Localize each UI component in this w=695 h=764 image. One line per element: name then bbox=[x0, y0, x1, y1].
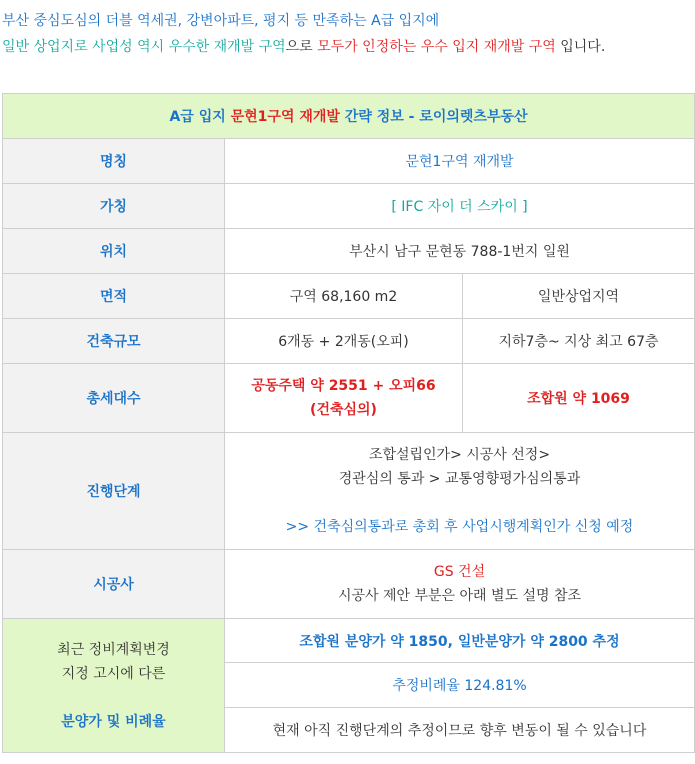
table-row bbox=[3, 550, 695, 619]
info-table bbox=[2, 93, 695, 753]
table-title-b: 문현1구역 재개발 bbox=[230, 109, 340, 125]
progress-line-1: 조합설립인가> 시공사 선정> bbox=[368, 447, 551, 463]
intro-line-2-d: 입니다. bbox=[555, 39, 606, 55]
table-row bbox=[3, 433, 695, 550]
households-value-1: 공동주택 약 2551 + 오피66 bbox=[251, 378, 436, 394]
price-label-2: 지정 고시에 다른 bbox=[61, 665, 166, 682]
contractor-label: 시공사 bbox=[3, 550, 225, 619]
area-value: 구역 68,160 m2 bbox=[225, 274, 463, 319]
alias-value: [ IFC 자이 더 스카이 ] bbox=[225, 184, 695, 229]
intro-line-2-a: 일반 상업지로 사업성 역시 우수한 재개발 구역 bbox=[2, 39, 286, 55]
progress-line-2: 경관심의 통과 > 교통영향평가심의통과 bbox=[338, 471, 581, 487]
note-value: 현재 아직 진행단계의 추정이므로 향후 변동이 될 수 있습니다 bbox=[225, 708, 695, 753]
intro-text bbox=[2, 8, 692, 60]
scale-label: 건축규모 bbox=[3, 319, 225, 364]
table-row bbox=[3, 319, 695, 364]
households-value bbox=[225, 364, 463, 433]
intro-line-1 bbox=[2, 8, 692, 34]
table-title-a: A급 입지 bbox=[169, 109, 231, 125]
price-label-1: 최근 정비계획변경 bbox=[57, 641, 170, 658]
table-row bbox=[3, 184, 695, 229]
table-row bbox=[3, 139, 695, 184]
price-label bbox=[3, 619, 225, 753]
progress-value bbox=[225, 433, 695, 550]
table-title bbox=[3, 94, 695, 139]
location-label: 위치 bbox=[3, 229, 225, 274]
name-label: 명칭 bbox=[3, 139, 225, 184]
table-row bbox=[3, 364, 695, 433]
intro-line-2-c: 모두가 인정하는 우수 입지 재개발 구역 bbox=[317, 39, 556, 55]
households-label: 총세대수 bbox=[3, 364, 225, 433]
contractor-value: GS 건설 bbox=[433, 564, 486, 580]
progress-line-3: >> 건축심의통과로 총회 후 사업시행계획인가 신청 예정 bbox=[285, 519, 634, 535]
table-row bbox=[3, 274, 695, 319]
table-row bbox=[3, 619, 695, 663]
alias-label: 가칭 bbox=[3, 184, 225, 229]
price-label-3: 분양가 및 비례율 bbox=[61, 713, 166, 730]
contractor-note: 시공사 제안 부분은 아래 별도 설명 참조 bbox=[337, 588, 582, 604]
scale-value: 6개동 + 2개동(오피) bbox=[225, 319, 463, 364]
contractor-value-cell bbox=[225, 550, 695, 619]
table-title-row bbox=[3, 94, 695, 139]
intro-line-2-b: 으로 bbox=[285, 39, 318, 55]
table-title-c: 간략 정보 - 로이의렛츠부동산 bbox=[339, 109, 528, 125]
name-value: 문현1구역 재개발 bbox=[225, 139, 695, 184]
ratio-value: 추정비례율 124.81% bbox=[225, 663, 695, 708]
households-value-2: (건축심의) bbox=[310, 402, 377, 418]
intro-line-1-text: 부산 중심도심의 더블 역세권, 강변아파트, 평지 등 만족하는 A급 입지에 bbox=[2, 13, 440, 29]
progress-label: 진행단계 bbox=[3, 433, 225, 550]
price-value: 조합원 분양가 약 1850, 일반분양가 약 2800 추정 bbox=[225, 619, 695, 663]
scale-floors: 지하7층~ 지상 최고 67층 bbox=[463, 319, 695, 364]
location-value: 부산시 남구 문현동 788-1번지 일원 bbox=[225, 229, 695, 274]
table-row bbox=[3, 229, 695, 274]
area-label: 면적 bbox=[3, 274, 225, 319]
members-value: 조합원 약 1069 bbox=[463, 364, 695, 433]
area-zone: 일반상업지역 bbox=[463, 274, 695, 319]
intro-line-2 bbox=[2, 34, 692, 60]
